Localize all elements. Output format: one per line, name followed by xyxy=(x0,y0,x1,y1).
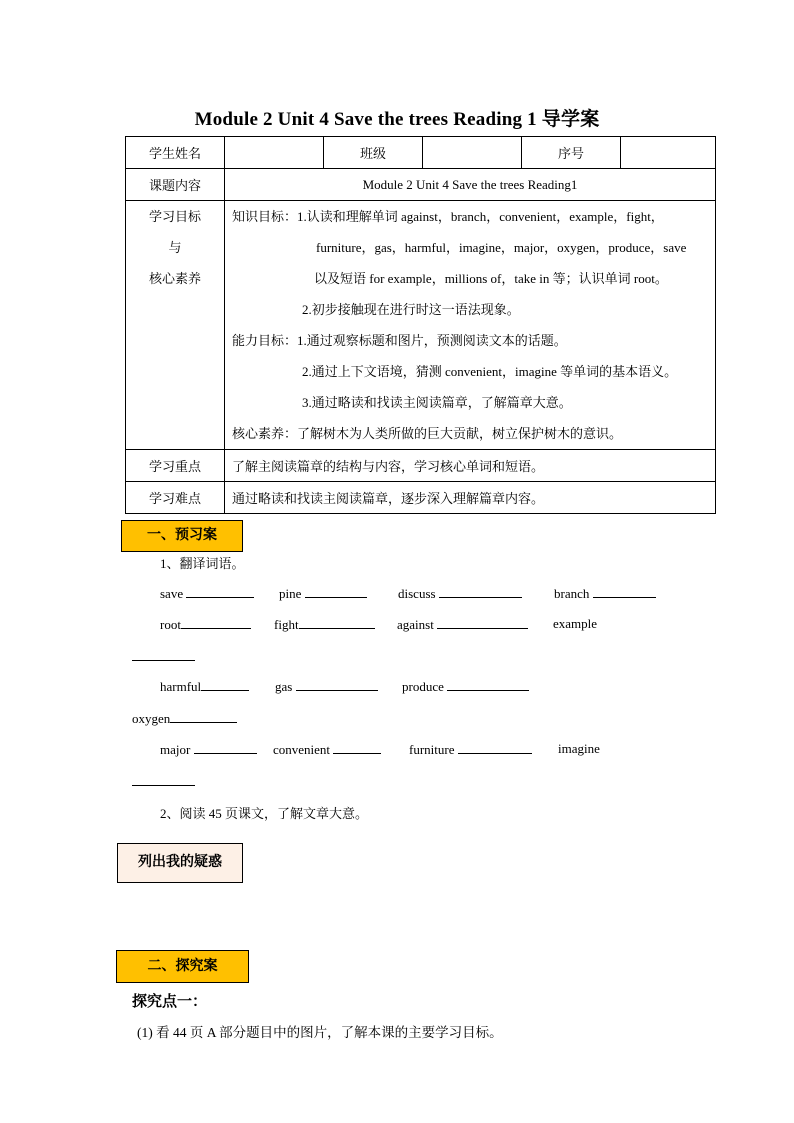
vocab-blank[interactable] xyxy=(437,616,528,629)
vocab-blank[interactable] xyxy=(132,773,195,786)
vocab-word: gas xyxy=(275,679,293,694)
vocab-item xyxy=(279,585,367,602)
topic-label: 课题内容 xyxy=(126,169,225,201)
goal-line: 核心素养：了解树木为人类所做的巨大贡献，树立保护树木的意识。 xyxy=(232,426,623,441)
table-row xyxy=(126,201,716,450)
vocab-blank[interactable] xyxy=(593,585,656,598)
vocab-blank[interactable] xyxy=(132,648,195,661)
topic-value: Module 2 Unit 4 Save the trees Reading1 xyxy=(225,169,716,201)
vocab-item xyxy=(275,678,378,695)
vocab-word: convenient xyxy=(273,742,331,757)
section-heading-explore: 二、探究案 xyxy=(116,950,249,983)
vocab-blank[interactable] xyxy=(296,678,378,691)
vocab-item xyxy=(273,741,381,758)
goal-line: 知识目标：1.认读和理解单词 against，branch，convenient，example，fight， xyxy=(232,209,664,224)
vocab-item xyxy=(160,678,249,695)
goals-label-line2: 与 xyxy=(168,240,182,255)
difficulty-label: 学习难点 xyxy=(126,482,225,514)
vocab-blank[interactable] xyxy=(299,616,375,629)
vocab-item xyxy=(132,773,195,790)
seat-label: 序号 xyxy=(522,137,621,169)
class-field[interactable] xyxy=(423,137,522,169)
section-heading-preview: 一、预习案 xyxy=(121,520,243,552)
vocab-item xyxy=(132,648,195,665)
vocab-item xyxy=(160,741,257,758)
vocab-word: save xyxy=(160,586,184,601)
vocab-item xyxy=(554,585,656,602)
goal-line: 3.通过略读和找读主阅读篇章，了解篇章大意。 xyxy=(302,395,572,410)
seat-field[interactable] xyxy=(621,137,716,169)
student-name-label: 学生姓名 xyxy=(126,137,225,169)
vocab-blank[interactable] xyxy=(305,585,367,598)
vocab-blank[interactable] xyxy=(458,741,532,754)
vocab-word: root xyxy=(160,617,181,632)
vocab-item xyxy=(274,616,375,633)
vocab-blank[interactable] xyxy=(181,616,251,629)
student-name-field[interactable] xyxy=(225,137,324,169)
vocab-blank[interactable] xyxy=(439,585,522,598)
vocab-word: discuss xyxy=(398,586,436,601)
vocab-word: major xyxy=(160,742,191,757)
goal-line: 以及短语 for example，millions of，take in 等；认识单词 root。 xyxy=(314,271,668,286)
vocab-word: oxygen xyxy=(132,711,171,726)
class-label: 班级 xyxy=(324,137,423,169)
vocab-blank[interactable] xyxy=(333,741,381,754)
goal-line: furniture，gas，harmful，imagine，major，oxygen，produce，save xyxy=(316,240,687,255)
vocab-word: branch xyxy=(554,586,590,601)
vocab-word: furniture xyxy=(409,742,455,757)
vocab-word: fight xyxy=(274,617,299,632)
vocab-item xyxy=(558,741,600,757)
goals-label xyxy=(126,201,225,450)
question-1: 1、翻译词语。 xyxy=(160,556,245,571)
goals-label-line3: 核心素养 xyxy=(148,271,201,286)
vocab-word: produce xyxy=(402,679,444,694)
table-row xyxy=(126,169,716,201)
question-2: 2、阅读 45 页课文，了解文章大意。 xyxy=(160,806,369,821)
vocab-word: pine xyxy=(279,586,302,601)
goal-line: 能力目标：1.通过观察标题和图片，预测阅读文本的话题。 xyxy=(232,333,567,348)
vocab-blank[interactable] xyxy=(201,678,249,691)
vocab-word: harmful xyxy=(160,679,202,694)
info-table xyxy=(125,136,716,514)
page-title: Module 2 Unit 4 Save the trees Reading 1 导学案 xyxy=(194,109,600,130)
table-row xyxy=(126,137,716,169)
vocab-item xyxy=(398,585,522,602)
vocab-item xyxy=(553,616,597,632)
vocab-item xyxy=(132,710,237,727)
goal-line: 2.初步接触现在进行时这一语法现象。 xyxy=(302,302,520,317)
vocab-blank[interactable] xyxy=(447,678,529,691)
vocab-item xyxy=(160,616,251,633)
key-points-value: 了解主阅读篇章的结构与内容，学习核心单词和短语。 xyxy=(225,450,716,482)
explore-point-heading: 探究点一： xyxy=(132,994,208,1010)
goal-line: 2.通过上下文语境，猜测 convenient，imagine 等单词的基本语义。 xyxy=(302,364,678,379)
table-row xyxy=(126,450,716,482)
goals-content xyxy=(225,201,716,450)
vocab-blank[interactable] xyxy=(186,585,254,598)
table-row xyxy=(126,482,716,514)
explore-item-1: (1) 看 44 页 A 部分题目中的图片，了解本课的主要学习目标。 xyxy=(137,1025,503,1040)
my-questions-box: 列出我的疑惑 xyxy=(117,843,243,883)
vocab-word: example xyxy=(553,616,598,631)
vocab-item xyxy=(402,678,529,695)
goals-label-line1: 学习目标 xyxy=(148,209,201,224)
difficulty-value: 通过略读和找读主阅读篇章，逐步深入理解篇章内容。 xyxy=(225,482,716,514)
vocab-blank[interactable] xyxy=(170,710,237,723)
vocab-item xyxy=(397,616,528,633)
vocab-item xyxy=(409,741,532,758)
vocab-blank[interactable] xyxy=(194,741,257,754)
vocab-word: imagine xyxy=(558,741,600,756)
vocab-word: against xyxy=(397,617,434,632)
key-points-label: 学习重点 xyxy=(126,450,225,482)
vocab-item xyxy=(160,585,254,602)
